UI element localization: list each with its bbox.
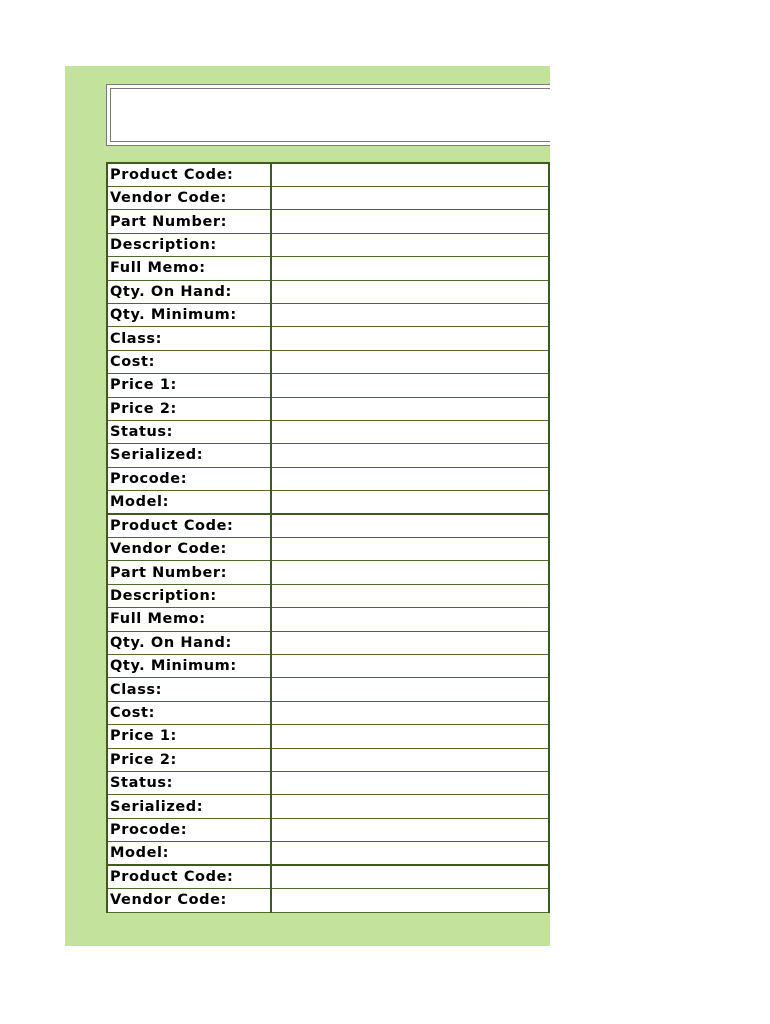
form-row bbox=[107, 795, 549, 818]
field-label: Product Code: bbox=[107, 865, 271, 889]
title-box bbox=[106, 84, 550, 146]
field-label: Qty. Minimum: bbox=[107, 303, 271, 326]
field-value-cell[interactable] bbox=[271, 748, 549, 771]
field-value-cell[interactable] bbox=[271, 584, 549, 607]
field-value-cell[interactable] bbox=[271, 631, 549, 654]
form-row bbox=[107, 374, 549, 397]
form-row bbox=[107, 280, 549, 303]
field-value-cell[interactable] bbox=[271, 655, 549, 678]
field-value-cell[interactable] bbox=[271, 327, 549, 350]
field-label: Full Memo: bbox=[107, 608, 271, 631]
field-value-cell[interactable] bbox=[271, 467, 549, 490]
field-label: Qty. On Hand: bbox=[107, 631, 271, 654]
field-label: Qty. Minimum: bbox=[107, 655, 271, 678]
field-value-cell[interactable] bbox=[271, 257, 549, 280]
field-value-cell[interactable] bbox=[271, 889, 549, 912]
form-row bbox=[107, 608, 549, 631]
field-value-cell[interactable] bbox=[271, 608, 549, 631]
field-label: Price 2: bbox=[107, 748, 271, 771]
form-row bbox=[107, 655, 549, 678]
field-label: Procode: bbox=[107, 467, 271, 490]
form-row bbox=[107, 584, 549, 607]
field-value-cell[interactable] bbox=[271, 561, 549, 584]
field-value-cell[interactable] bbox=[271, 187, 549, 210]
form-row bbox=[107, 327, 549, 350]
field-label: Class: bbox=[107, 327, 271, 350]
field-label: Class: bbox=[107, 678, 271, 701]
field-label: Vendor Code: bbox=[107, 538, 271, 561]
field-label: Part Number: bbox=[107, 561, 271, 584]
field-value-cell[interactable] bbox=[271, 350, 549, 373]
form-row bbox=[107, 842, 549, 866]
field-value-cell[interactable] bbox=[271, 420, 549, 443]
field-label: Serialized: bbox=[107, 795, 271, 818]
field-value-cell[interactable] bbox=[271, 210, 549, 233]
field-value-cell[interactable] bbox=[271, 397, 549, 420]
form-row bbox=[107, 467, 549, 490]
form-row bbox=[107, 514, 549, 538]
field-label: Qty. On Hand: bbox=[107, 280, 271, 303]
field-label: Full Memo: bbox=[107, 257, 271, 280]
field-value-cell[interactable] bbox=[271, 374, 549, 397]
field-value-cell[interactable] bbox=[271, 233, 549, 256]
field-label: Cost: bbox=[107, 350, 271, 373]
form-row bbox=[107, 303, 549, 326]
field-label: Price 1: bbox=[107, 725, 271, 748]
field-label: Vendor Code: bbox=[107, 889, 271, 912]
field-label: Model: bbox=[107, 491, 271, 515]
form-row bbox=[107, 257, 549, 280]
form-row bbox=[107, 701, 549, 724]
form-row bbox=[107, 350, 549, 373]
field-value-cell[interactable] bbox=[271, 818, 549, 841]
form-row bbox=[107, 163, 549, 187]
form-row bbox=[107, 889, 549, 912]
field-value-cell[interactable] bbox=[271, 842, 549, 866]
field-value-cell[interactable] bbox=[271, 538, 549, 561]
form-row bbox=[107, 631, 549, 654]
field-value-cell[interactable] bbox=[271, 701, 549, 724]
field-label: Part Number: bbox=[107, 210, 271, 233]
form-row bbox=[107, 444, 549, 467]
field-label: Procode: bbox=[107, 818, 271, 841]
field-value-cell[interactable] bbox=[271, 514, 549, 538]
field-label: Cost: bbox=[107, 701, 271, 724]
field-value-cell[interactable] bbox=[271, 444, 549, 467]
field-value-cell[interactable] bbox=[271, 280, 549, 303]
form-row bbox=[107, 725, 549, 748]
form-row bbox=[107, 865, 549, 889]
form-row bbox=[107, 771, 549, 794]
field-value-cell[interactable] bbox=[271, 678, 549, 701]
field-value-cell[interactable] bbox=[271, 725, 549, 748]
field-label: Status: bbox=[107, 420, 271, 443]
form-body bbox=[107, 163, 549, 912]
form-row bbox=[107, 748, 549, 771]
form-row bbox=[107, 397, 549, 420]
form-row bbox=[107, 233, 549, 256]
field-label: Description: bbox=[107, 233, 271, 256]
form-row bbox=[107, 818, 549, 841]
inventory-form-table bbox=[106, 162, 550, 913]
field-value-cell[interactable] bbox=[271, 303, 549, 326]
field-value-cell[interactable] bbox=[271, 491, 549, 515]
field-label: Description: bbox=[107, 584, 271, 607]
field-label: Vendor Code: bbox=[107, 187, 271, 210]
field-label: Price 2: bbox=[107, 397, 271, 420]
form-row bbox=[107, 538, 549, 561]
field-label: Status: bbox=[107, 771, 271, 794]
field-value-cell[interactable] bbox=[271, 163, 549, 187]
form-row bbox=[107, 561, 549, 584]
form-row bbox=[107, 420, 549, 443]
field-value-cell[interactable] bbox=[271, 865, 549, 889]
form-row bbox=[107, 491, 549, 515]
field-label: Model: bbox=[107, 842, 271, 866]
field-value-cell[interactable] bbox=[271, 795, 549, 818]
form-row bbox=[107, 187, 549, 210]
form-row bbox=[107, 210, 549, 233]
field-value-cell[interactable] bbox=[271, 771, 549, 794]
field-label: Product Code: bbox=[107, 514, 271, 538]
field-label: Serialized: bbox=[107, 444, 271, 467]
field-label: Price 1: bbox=[107, 374, 271, 397]
field-label: Product Code: bbox=[107, 163, 271, 187]
form-row bbox=[107, 678, 549, 701]
